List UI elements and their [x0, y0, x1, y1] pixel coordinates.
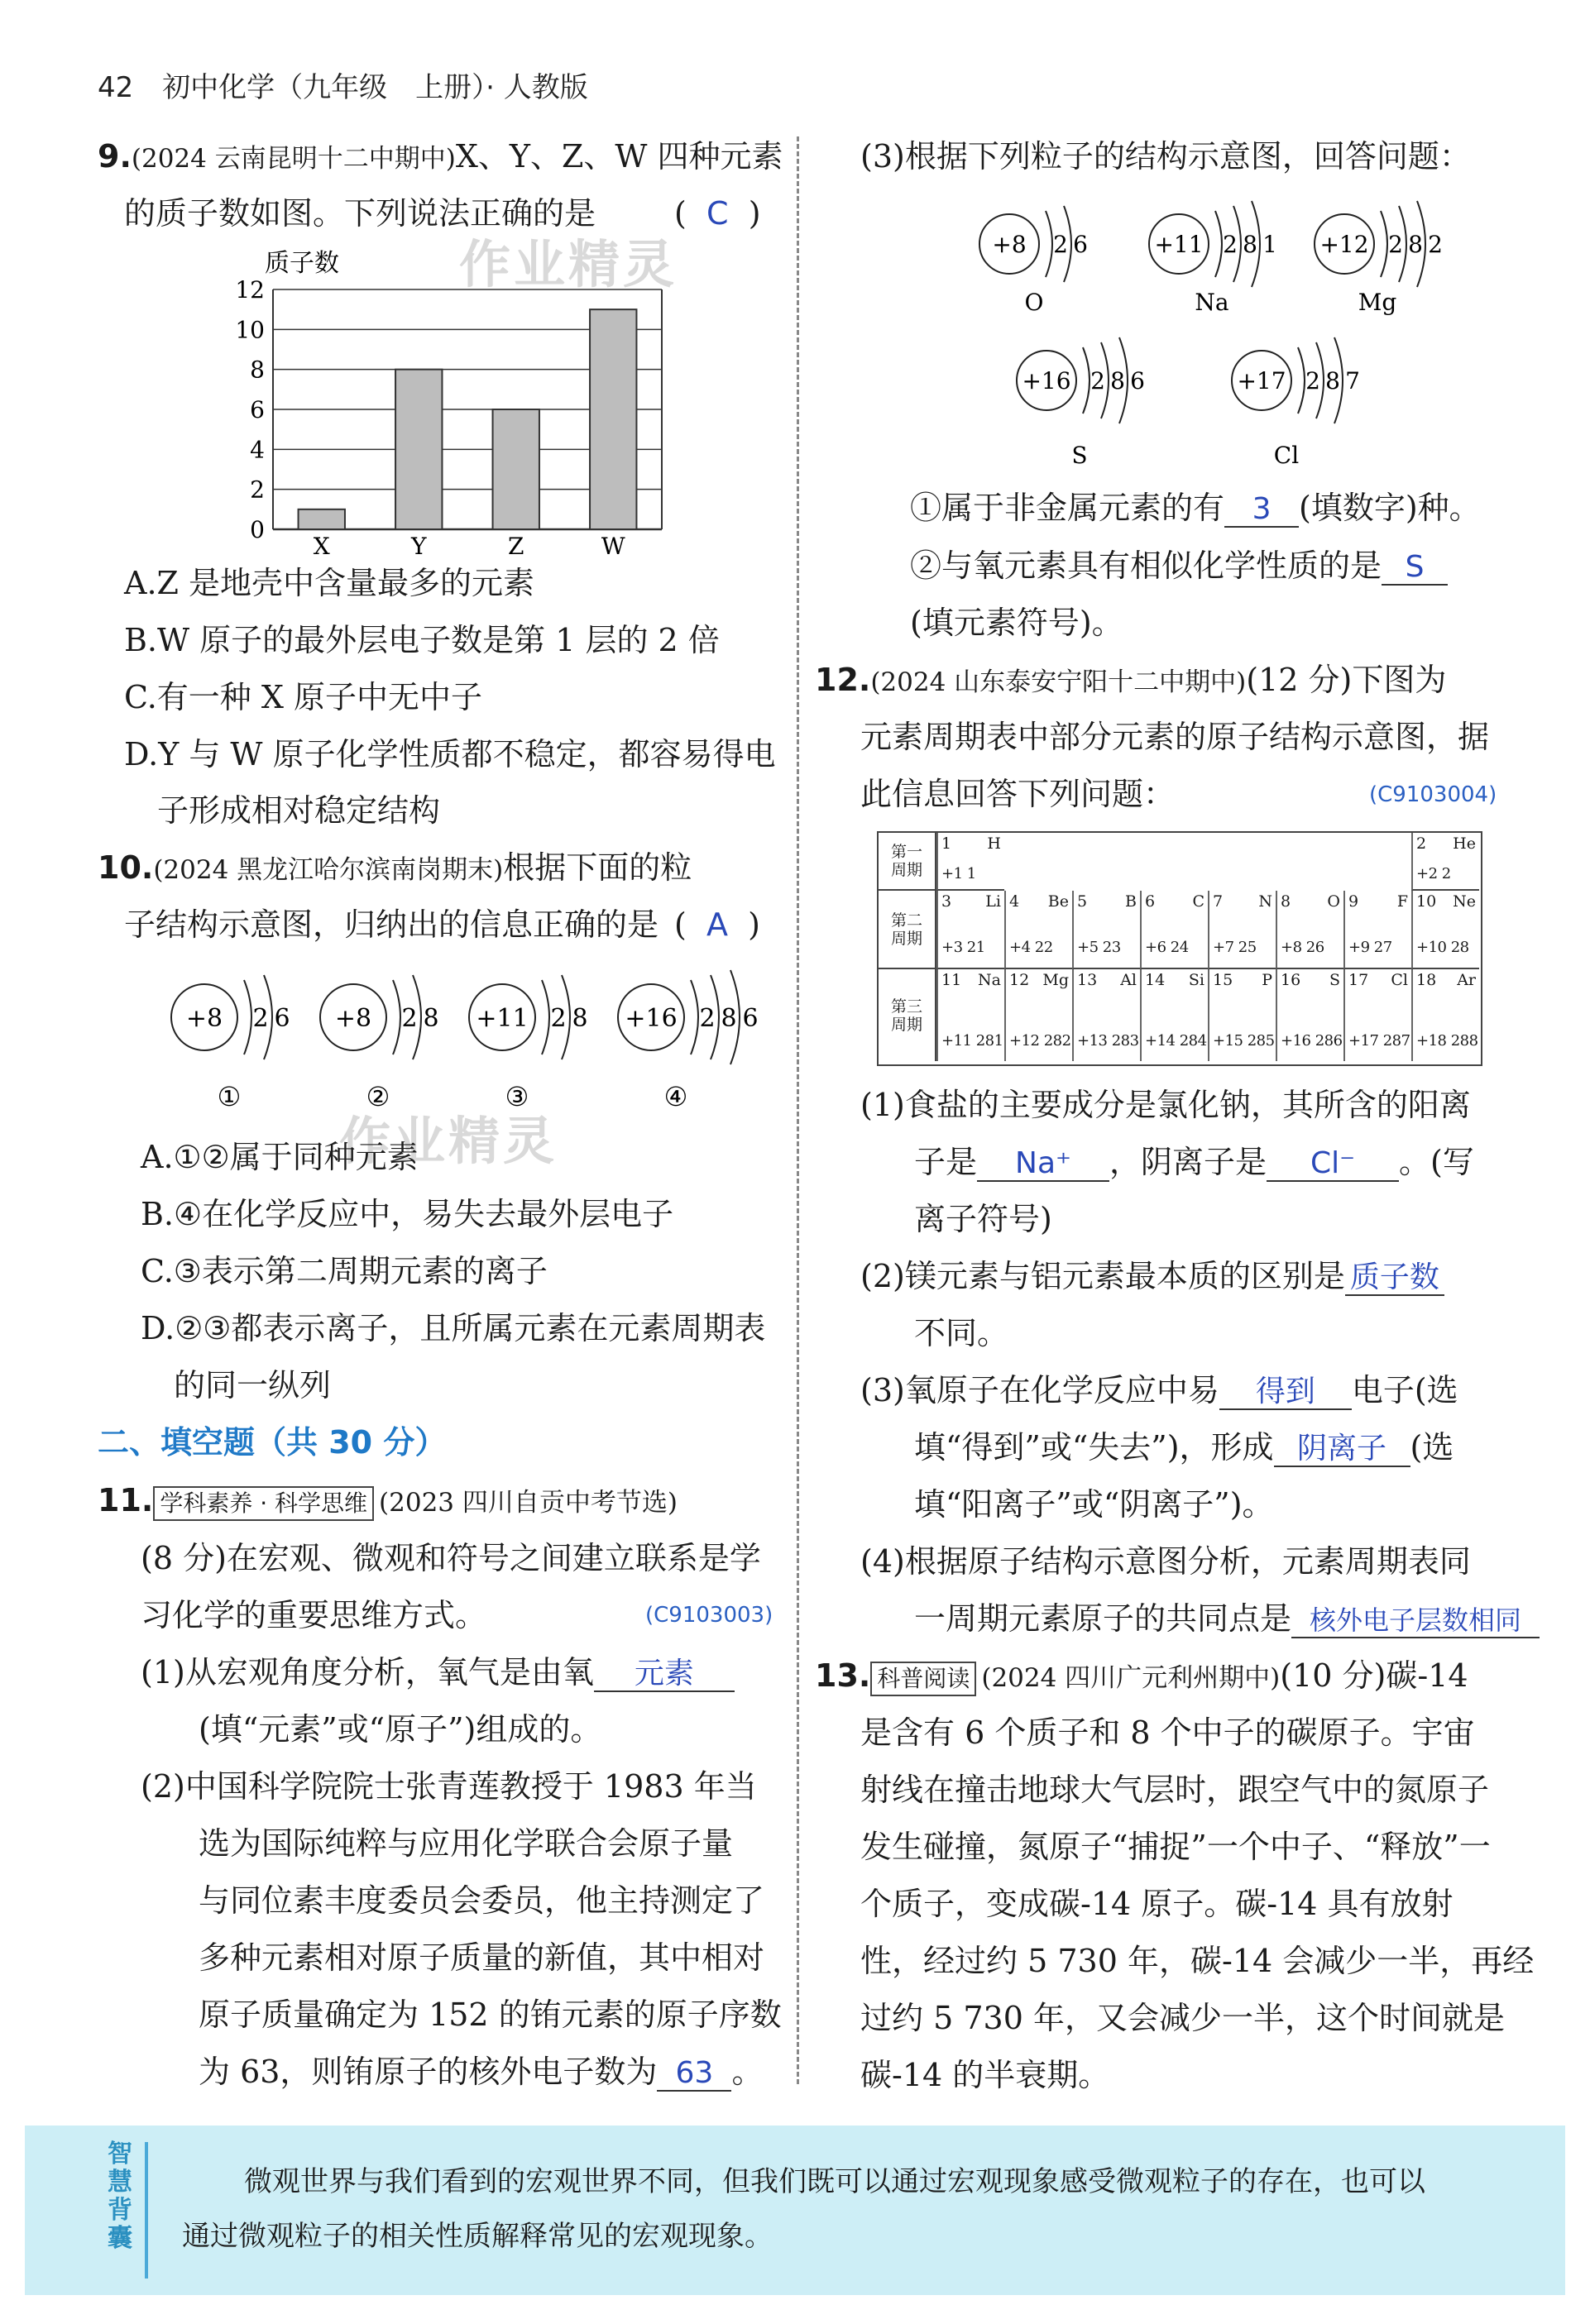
atom-cl-shell-3: 7	[1345, 367, 1360, 395]
atom-o	[979, 206, 1088, 316]
q10-stem1: 根据下面的粒	[503, 849, 692, 886]
element-atomic-number: 4	[1009, 892, 1020, 911]
particle-2-label: ②	[366, 1081, 390, 1112]
element-atomic-number: 17	[1348, 971, 1369, 989]
q11-part3-2	[910, 538, 1448, 595]
atom-na-shell-1: 2	[1223, 231, 1238, 258]
q12-answer-6: 核外电子层数相同	[1310, 1604, 1522, 1636]
q13-first: (10 分)碳-14	[1280, 1657, 1468, 1694]
q12-part3-text: (3)氧原子在化学反应中易	[860, 1372, 1219, 1408]
atom-na	[1149, 201, 1277, 316]
q11-part3-2-tail: (填元素符号)。	[910, 605, 1123, 641]
q12-part3-c	[914, 1419, 1454, 1476]
particle-4-label: ④	[663, 1081, 688, 1112]
atom-mg	[1315, 201, 1443, 316]
particle-4-shell-1: 2	[699, 1004, 716, 1033]
element-symbol: Ne	[1453, 892, 1476, 911]
q11-answer-3: 3	[1252, 492, 1272, 526]
book-title: 初中化学（九年级 上册）· 人教版	[162, 71, 588, 104]
q12-blank-1	[977, 1144, 1109, 1182]
q12-part2-text: (2)镁元素与铝元素最本质的区别是	[860, 1258, 1345, 1294]
q11-part1-text: (1)从宏观角度分析，氧气是由氧	[141, 1654, 594, 1690]
particle-4-shell-3: 6	[742, 1004, 759, 1033]
element-cell	[1276, 891, 1343, 969]
atom-cl-shell-1: 2	[1305, 367, 1320, 395]
q13-line2: 是含有 6 个质子和 8 个中子的碳原子。宇宙	[860, 1714, 1475, 1751]
q12-answer-2: Cl⁻	[1310, 1146, 1356, 1180]
y-tick-label: 2	[250, 476, 265, 504]
q10-stem2: 子结构示意图，归纳出的信息正确的是	[124, 906, 659, 943]
element-atomic-number: 8	[1281, 892, 1291, 911]
period-label: 第三周期	[879, 969, 936, 1061]
q11-part3-1	[910, 480, 1481, 537]
q12-stem1: (12 分)下图为	[1246, 662, 1447, 698]
q9-answer: C	[706, 195, 729, 232]
element-symbol: S	[1329, 971, 1340, 989]
q13-tag: 科普阅读	[870, 1662, 976, 1696]
element-atomic-number: 7	[1213, 892, 1224, 911]
element-structure-diagram: +16 286	[1281, 1032, 1343, 1050]
q9-line2	[124, 185, 596, 242]
q10-answer: A	[706, 906, 728, 943]
element-atomic-number: 15	[1213, 971, 1233, 989]
q12-part4-a: (4)根据原子结构示意图分析，元素周期表同	[860, 1543, 1471, 1580]
q10-answer-bracket: ( A )	[674, 906, 760, 943]
element-atomic-number: 1	[941, 834, 952, 853]
tips-line-1: 微观世界与我们看到的宏观世界不同，但我们既可以通过宏观现象感受微观粒子的存在，也可以	[244, 2165, 1425, 2198]
element-atomic-number: 9	[1348, 892, 1359, 911]
chart-ylabel: 质子数	[265, 249, 339, 278]
particle-1-shell-2: 6	[274, 1004, 290, 1033]
y-tick-label: 6	[250, 396, 265, 423]
particle-1-shell-1: 2	[252, 1004, 269, 1033]
bar-Z	[493, 409, 539, 529]
q12-part1-a: (1)食盐的主要成分是氯化钠，其所含的阳离	[860, 1087, 1471, 1123]
q12-part3	[860, 1362, 1458, 1419]
q13-line6: 性，经过约 5 730 年，碳-14 会减少一半，再经	[860, 1943, 1535, 1979]
element-symbol: Li	[985, 892, 1001, 911]
atom-s-symbol: S	[1071, 442, 1088, 469]
q11-intro-2-text: 习化学的重要思维方式。	[141, 1597, 487, 1633]
element-structure-diagram: +11 281	[941, 1032, 1003, 1050]
q12-blank-3	[1345, 1258, 1444, 1296]
q12-blank-5	[1274, 1429, 1410, 1467]
q11-source: (2023 四川自贡中考节选)	[379, 1488, 678, 1518]
element-cell	[936, 891, 1004, 969]
q11-answer-1: 元素	[634, 1657, 694, 1690]
q11-blank-3	[1224, 490, 1299, 528]
atom-na-shell-2: 8	[1243, 231, 1257, 258]
chart-xticks	[314, 533, 625, 554]
x-tick-label: Z	[508, 533, 524, 554]
q11-part3-2-text: ②与氧元素具有相似化学性质的是	[910, 548, 1382, 584]
q12-part3-e: 填“阳离子”或“阴离子”)。	[914, 1486, 1274, 1523]
q9-option-a: A.Z 是地壳中含量最多的元素	[124, 565, 535, 601]
element-cell	[1276, 969, 1343, 1061]
element-structure-diagram: +3 21	[941, 939, 985, 956]
q10-number: 10.	[98, 849, 154, 886]
element-structure-diagram: +6 24	[1145, 939, 1189, 956]
q11-part3-1-tail: (填数字)种。	[1299, 490, 1481, 526]
element-structure-diagram: +15 285	[1213, 1032, 1275, 1050]
q12-answer-1: Na⁺	[1015, 1146, 1072, 1180]
q12-source: (2024 山东泰安宁阳十二中期中)	[870, 667, 1247, 697]
particle-3-shell-2: 8	[572, 1004, 588, 1033]
element-atomic-number: 14	[1145, 971, 1166, 989]
q11-part2-6-text: 为 63，则铕原子的核外电子数为	[199, 2054, 658, 2090]
element-cell	[1208, 891, 1276, 969]
q11-part2-2: 选为国际纯粹与应用化学联合会原子量	[199, 1825, 734, 1862]
q12-part3-d: (选	[1410, 1429, 1454, 1466]
element-cell	[1140, 891, 1208, 969]
atom-mg-shell-2: 8	[1408, 231, 1423, 258]
q11-line1	[98, 1472, 678, 1532]
element-atomic-number: 18	[1416, 971, 1437, 989]
element-cell	[1411, 833, 1479, 891]
atom-na-nucleus: +11	[1154, 231, 1204, 258]
element-cell	[936, 833, 1004, 891]
q11-blank-4	[1382, 548, 1448, 586]
element-symbol: He	[1453, 834, 1476, 853]
element-cell	[1411, 891, 1479, 969]
tips-line-2: 通过微观粒子的相关性质解释常见的宏观现象。	[182, 2220, 773, 2253]
q9-option-b: B.W 原子的最外层电子数是第 1 层的 2 倍	[124, 622, 720, 658]
q11-part2-4: 多种元素相对原子质量的新值，其中相对	[199, 1939, 765, 1976]
q12-part4-b-text: 一周期元素原子的共同点是	[914, 1600, 1292, 1637]
element-cell	[1072, 969, 1140, 1061]
element-symbol: Al	[1120, 971, 1137, 989]
particle-1-label: ①	[217, 1081, 242, 1112]
element-symbol: P	[1262, 971, 1272, 989]
period-label: 第二周期	[879, 891, 936, 969]
element-symbol: H	[987, 834, 1001, 853]
element-atomic-number: 16	[1281, 971, 1301, 989]
element-cell	[1072, 891, 1140, 969]
atom-o-shell-1: 2	[1053, 231, 1068, 258]
element-symbol: Ar	[1457, 971, 1476, 989]
y-tick-label: 0	[250, 516, 265, 543]
atom-o-symbol: O	[1024, 289, 1044, 316]
q11-part2-6: 为 63，则铕原子的核外电子数为 63 。	[199, 2054, 764, 2090]
q10-option-b: B.④在化学反应中，易失去最外层电子	[141, 1196, 674, 1232]
q9-bar-chart	[223, 240, 687, 554]
q11-intro-1: (8 分)在宏观、微观和符号之间建立联系是学	[141, 1540, 761, 1576]
q10-option-a: A.①②属于同种元素	[141, 1139, 419, 1175]
atom-mg-shell-3: 2	[1428, 231, 1443, 258]
atom-cl-nucleus: +17	[1237, 367, 1286, 395]
atom-mg-symbol: Mg	[1358, 289, 1397, 316]
particle-3-nucleus: +11	[476, 1004, 529, 1033]
element-structure-diagram: +1 1	[941, 865, 976, 882]
q12-code: (C9103004)	[1369, 782, 1497, 807]
q12-line2: 元素周期表中部分元素的原子结构示意图，据	[860, 719, 1490, 755]
q13-number: 13.	[815, 1657, 871, 1694]
q11-part2-1: (2)中国科学院院士张青莲教授于 1983 年当	[141, 1768, 757, 1805]
element-structure-diagram: +17 287	[1348, 1032, 1410, 1050]
q13-line4: 发生碰撞，氮原子“捕捉”一个中子、“释放”一	[860, 1829, 1491, 1865]
tips-side-label-text: 智慧背囊	[108, 2140, 132, 2253]
element-structure-diagram: +7 25	[1213, 939, 1257, 956]
q13-line7: 过约 5 730 年，又会减少一半，这个时间就是	[860, 2000, 1505, 2036]
page-number: 42	[98, 71, 134, 104]
watermark: 作业精灵	[339, 1111, 558, 1171]
chart-yticks	[235, 276, 265, 543]
particle-4-nucleus: +16	[625, 1004, 678, 1033]
tips-side-label	[108, 2140, 141, 2253]
q9-stem2: 的质子数如图。下列说法正确的是	[124, 195, 596, 232]
q11-number: 11.	[98, 1482, 154, 1518]
q11-atom-diagrams	[968, 194, 1481, 476]
q12-line1	[815, 652, 1446, 711]
q12-part3-b: 电子(选	[1351, 1372, 1458, 1408]
q12-part2-tail: 不同。	[914, 1315, 1009, 1351]
element-symbol: Mg	[1042, 971, 1069, 989]
q11-part2-3: 与同位素丰度委员会委员，他主持测定了	[199, 1882, 765, 1919]
element-cell	[1411, 969, 1479, 1061]
q9-answer-bracket: ( C )	[674, 195, 761, 232]
element-structure-diagram: +9 27	[1348, 939, 1392, 956]
q11-part1	[141, 1644, 735, 1701]
element-cell	[1004, 969, 1072, 1061]
element-symbol: Be	[1047, 892, 1069, 911]
element-structure-diagram: +12 282	[1009, 1032, 1071, 1050]
atom-s-shell-2: 8	[1110, 367, 1125, 395]
column-divider	[797, 136, 799, 2084]
element-symbol: Cl	[1391, 971, 1408, 989]
q12-part1-b	[914, 1134, 1474, 1191]
element-atomic-number: 12	[1009, 971, 1030, 989]
particle-2-shell-1: 2	[401, 1004, 418, 1033]
particle-1	[171, 975, 290, 1112]
q13-source: (2024 四川广元利州期中)	[981, 1663, 1281, 1693]
particle-2-nucleus: +8	[334, 1004, 372, 1033]
q12-blank-4	[1219, 1372, 1352, 1410]
watermark: 作业精灵	[459, 234, 678, 294]
q11-tag: 学科素养 · 科学思维	[153, 1486, 374, 1521]
element-atomic-number: 13	[1077, 971, 1098, 989]
q10-option-d: D.②③都表示离子，且所属元素在元素周期表	[141, 1310, 766, 1346]
x-tick-label: X	[313, 533, 330, 554]
element-structure-diagram: +10 28	[1416, 939, 1469, 956]
q12-answer-4: 得到	[1255, 1375, 1315, 1408]
q11-part1-cont: (填“元素”或“原子”)组成的。	[199, 1711, 602, 1748]
q9-option-d-cont: 子形成相对稳定结构	[157, 792, 441, 829]
tips-box	[25, 2126, 1565, 2295]
x-tick-label: W	[601, 533, 625, 554]
element-atomic-number: 3	[941, 892, 952, 911]
q10-option-c: C.③表示第二周期元素的离子	[141, 1253, 548, 1289]
bar-X	[299, 509, 345, 529]
q10-line1	[98, 839, 692, 899]
q12-blank-2	[1267, 1144, 1399, 1182]
element-symbol: F	[1396, 892, 1408, 911]
atom-s-nucleus: +16	[1022, 367, 1071, 395]
q12-part1-c: ，阴离子是	[1109, 1144, 1267, 1180]
particle-3-label: ③	[505, 1081, 529, 1112]
q9-number: 9.	[98, 138, 132, 175]
atom-o-shell-2: 6	[1073, 231, 1088, 258]
q12-part1-b-text: 子是	[914, 1144, 978, 1180]
q11-part3: (3)根据下列粒子的结构示意图，回答问题：	[860, 138, 1471, 175]
element-cell	[1343, 891, 1411, 969]
q12-part2	[860, 1248, 1444, 1305]
section-title: 二、填空题（共 30 分）	[98, 1424, 447, 1461]
q10-particle-diagrams	[161, 964, 773, 1112]
x-tick-label: Y	[411, 533, 427, 554]
element-atomic-number: 6	[1145, 892, 1156, 911]
element-cell	[1343, 969, 1411, 1061]
q13-line8: 碳-14 的半衰期。	[860, 2057, 1110, 2093]
q11-blank-1	[594, 1654, 735, 1692]
atom-s-shell-3: 6	[1130, 367, 1145, 395]
q12-part1-e: 离子符号)	[914, 1201, 1052, 1237]
element-symbol: N	[1258, 892, 1272, 911]
y-tick-label: 4	[250, 436, 265, 464]
particle-3	[469, 975, 588, 1112]
q9-option-d: D.Y 与 W 原子化学性质都不稳定，都容易得电	[124, 736, 776, 772]
period-label: 第一周期	[879, 833, 936, 891]
q12-answer-5: 阴离子	[1297, 1432, 1387, 1466]
element-cell	[1208, 969, 1276, 1061]
element-structure-diagram: +13 283	[1077, 1032, 1139, 1050]
particle-4-shell-2: 8	[721, 1004, 737, 1033]
particle-4	[618, 970, 759, 1112]
bar-Y	[395, 370, 442, 529]
q9-stem1: X、Y、Z、W 四种元素	[455, 138, 783, 175]
q12-line3: 此信息回答下列问题：	[860, 776, 1176, 812]
atom-mg-shell-1: 2	[1388, 231, 1403, 258]
particle-3-shell-1: 2	[550, 1004, 567, 1033]
y-tick-label: 10	[235, 316, 265, 344]
y-tick-label: 12	[235, 276, 265, 304]
bar-W	[590, 309, 636, 529]
element-atomic-number: 10	[1416, 892, 1437, 911]
q12-part3-c-text: 填“得到”或“失去”)，形成	[914, 1429, 1274, 1466]
q12-part1-d: 。(写	[1399, 1144, 1474, 1180]
element-symbol: B	[1125, 892, 1137, 911]
element-atomic-number: 5	[1077, 892, 1088, 911]
chart-bars	[299, 309, 637, 529]
atom-cl-symbol: Cl	[1273, 442, 1300, 469]
q13-line5: 个质子，变成碳-14 原子。碳-14 具有放射	[860, 1886, 1454, 1922]
atom-o-nucleus: +8	[992, 231, 1027, 258]
element-cell	[1004, 891, 1072, 969]
q12-number: 12.	[815, 662, 871, 698]
q11-blank-2	[657, 2054, 731, 2092]
element-symbol: O	[1327, 892, 1340, 911]
atom-na-shell-3: 1	[1262, 231, 1277, 258]
q9-option-c: C.有一种 X 原子中无中子	[124, 679, 483, 715]
tips-bar	[145, 2142, 148, 2279]
q10-option-d-cont: 的同一纵列	[174, 1367, 332, 1403]
page-header	[98, 65, 588, 105]
atom-cl-shell-2: 8	[1325, 367, 1340, 395]
q13-line1	[815, 1647, 1468, 1707]
q11-code: (C9103003)	[645, 1603, 773, 1628]
particle-2-shell-2: 8	[423, 1004, 439, 1033]
element-cell	[1140, 969, 1208, 1061]
q12-answer-3: 质子数	[1349, 1260, 1439, 1294]
q12-blank-6	[1291, 1600, 1540, 1638]
q9-line1	[98, 128, 783, 188]
atom-na-symbol: Na	[1195, 289, 1229, 316]
particle-1-nucleus: +8	[185, 1004, 223, 1033]
atom-s-shell-1: 2	[1090, 367, 1105, 395]
q10-source: (2024 黑龙江哈尔滨南岗期末)	[153, 855, 504, 885]
element-atomic-number: 2	[1416, 834, 1427, 853]
element-structure-diagram: +4 22	[1009, 939, 1053, 956]
element-structure-diagram: +8 26	[1281, 939, 1324, 956]
element-symbol: C	[1192, 892, 1204, 911]
atom-s	[1017, 337, 1145, 469]
element-structure-diagram: +14 284	[1145, 1032, 1207, 1050]
element-symbol: Na	[978, 971, 1001, 989]
element-structure-diagram: +18 288	[1416, 1032, 1478, 1050]
element-symbol: Si	[1188, 971, 1204, 989]
element-structure-diagram: +5 23	[1077, 939, 1121, 956]
q11-part2-5: 原子质量确定为 152 的铕元素的原子序数	[199, 1996, 782, 2033]
q10-line2	[124, 897, 659, 954]
periodic-table	[877, 831, 1482, 1066]
element-atomic-number: 11	[941, 971, 962, 989]
y-tick-label: 8	[250, 356, 265, 384]
q13-line3: 射线在撞击地球大气层时，跟空气中的氮原子	[860, 1772, 1490, 1808]
q11-part3-1-text: ①属于非金属元素的有	[910, 490, 1225, 526]
element-cell	[936, 969, 1004, 1061]
q11-answer-4: S	[1405, 550, 1425, 584]
particle-2	[320, 975, 439, 1112]
atom-cl	[1232, 337, 1360, 469]
q11-intro-2	[141, 1587, 486, 1644]
q9-source: (2024 云南昆明十二中期中)	[131, 144, 456, 174]
q11-answer-2: 63	[675, 2056, 714, 2090]
element-structure-diagram: +2 2	[1416, 865, 1451, 882]
atom-mg-nucleus: +12	[1319, 231, 1369, 258]
q12-part4-b	[914, 1590, 1540, 1647]
